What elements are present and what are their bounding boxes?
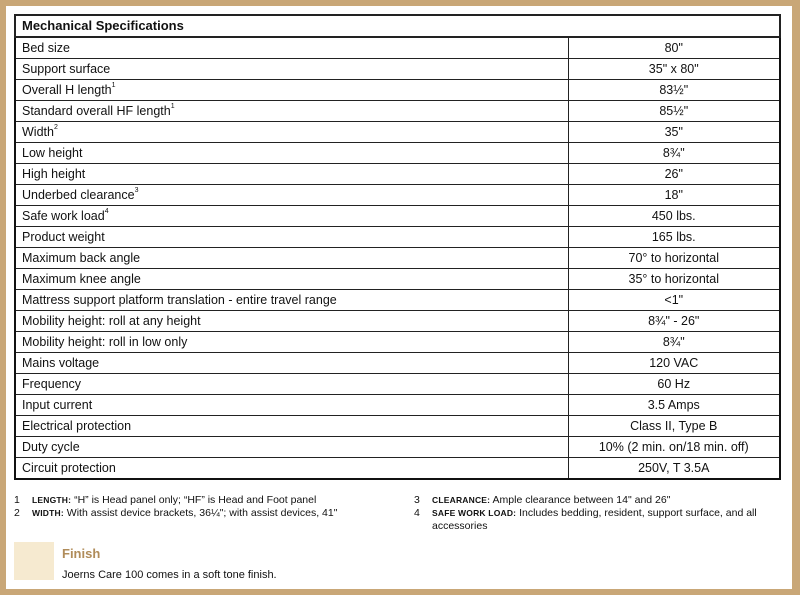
footnotes-right xyxy=(414,494,779,533)
spec-value: 450 lbs. xyxy=(568,206,780,227)
spec-label-text: Bed size xyxy=(22,41,70,55)
table-header-row xyxy=(15,15,780,37)
spec-label-text: High height xyxy=(22,167,86,181)
spec-label-text: Mattress support platform translation - entire travel range xyxy=(22,293,337,307)
footnote-number: 3 xyxy=(414,494,420,506)
table-row xyxy=(15,311,780,332)
footnote-number: 2 xyxy=(14,507,20,519)
table-row xyxy=(15,37,780,59)
spec-label xyxy=(15,416,568,437)
spec-value: 35" x 80" xyxy=(568,59,780,80)
spec-label xyxy=(15,269,568,290)
spec-value: 10% (2 min. on/18 min. off) xyxy=(568,437,780,458)
spec-label xyxy=(15,290,568,311)
spec-value: 8¾" - 26" xyxy=(568,311,780,332)
spec-label-text: Maximum knee angle xyxy=(22,272,141,286)
footnote-term: LENGTH: xyxy=(32,495,72,505)
spec-value: 3.5 Amps xyxy=(568,395,780,416)
spec-label xyxy=(15,206,568,227)
spec-value: 80" xyxy=(568,37,780,59)
table-row xyxy=(15,437,780,458)
table-row xyxy=(15,395,780,416)
footnote-text: Includes bedding, resident, support surface, and all accessories xyxy=(432,507,757,532)
footnote xyxy=(414,494,779,507)
table-row xyxy=(15,458,780,480)
spec-label xyxy=(15,101,568,122)
finish-text: Joerns Care 100 comes in a soft tone finish. xyxy=(62,569,277,581)
spec-label-text: Product weight xyxy=(22,230,105,244)
spec-value: 35" xyxy=(568,122,780,143)
spec-label-text: Duty cycle xyxy=(22,440,80,454)
footnote-term: CLEARANCE: xyxy=(432,495,491,505)
table-row xyxy=(15,374,780,395)
table-row xyxy=(15,416,780,437)
table-title: Mechanical Specifications xyxy=(15,15,780,37)
table-row xyxy=(15,206,780,227)
spec-label-text: Standard overall HF length xyxy=(22,104,171,118)
footnote-term: WIDTH: xyxy=(32,508,64,518)
footnote-text: With assist device brackets, 36¼"; with assist devices, 41" xyxy=(63,507,338,519)
spec-label xyxy=(15,185,568,206)
spec-label xyxy=(15,80,568,101)
footnote xyxy=(414,507,779,533)
table-row xyxy=(15,185,780,206)
footnote-ref: 1 xyxy=(170,103,175,110)
spec-value: 18" xyxy=(568,185,780,206)
spec-label xyxy=(15,458,568,480)
footnote-body xyxy=(432,507,779,533)
spec-label-text: Frequency xyxy=(22,377,82,391)
table-row xyxy=(15,332,780,353)
spec-value: <1" xyxy=(568,290,780,311)
footnote-ref: 3 xyxy=(134,187,139,194)
spec-label xyxy=(15,395,568,416)
spec-value: 35° to horizontal xyxy=(568,269,780,290)
table-row xyxy=(15,290,780,311)
spec-value: 70° to horizontal xyxy=(568,248,780,269)
footnote-body xyxy=(432,494,670,507)
footnote xyxy=(14,507,394,520)
table-row xyxy=(15,248,780,269)
spec-value: 165 lbs. xyxy=(568,227,780,248)
footnote xyxy=(14,494,394,507)
footnote-term: SAFE WORK LOAD: xyxy=(432,508,517,518)
footnotes-left xyxy=(14,494,394,520)
spec-label-text: Mobility height: roll in low only xyxy=(22,335,188,349)
spec-label-text: Mobility height: roll at any height xyxy=(22,314,201,328)
spec-label xyxy=(15,374,568,395)
spec-label-text: Circuit protection xyxy=(22,461,116,475)
table-row xyxy=(15,269,780,290)
table-row xyxy=(15,59,780,80)
table-body xyxy=(15,37,780,479)
spec-label xyxy=(15,59,568,80)
footnote-number: 4 xyxy=(414,507,420,519)
finish-title: Finish xyxy=(62,546,101,561)
spec-label xyxy=(15,164,568,185)
finish-swatch xyxy=(14,542,54,580)
spec-label xyxy=(15,122,568,143)
table-row xyxy=(15,227,780,248)
spec-label-text: Electrical protection xyxy=(22,419,132,433)
spec-value: 250V, T 3.5A xyxy=(568,458,780,480)
spec-label-text: Maximum back angle xyxy=(22,251,141,265)
footnote-ref: 1 xyxy=(111,82,116,89)
spec-table xyxy=(14,14,781,480)
table-row xyxy=(15,164,780,185)
spec-value: 8¾" xyxy=(568,143,780,164)
spec-value: 8¾" xyxy=(568,332,780,353)
spec-label-text: Support surface xyxy=(22,62,111,76)
spec-value: Class II, Type B xyxy=(568,416,780,437)
table-row xyxy=(15,353,780,374)
spec-label-text: Low height xyxy=(22,146,83,160)
spec-label xyxy=(15,353,568,374)
spec-label xyxy=(15,37,568,59)
spec-label-text: Safe work load xyxy=(22,209,105,223)
footnote-body xyxy=(32,494,316,507)
spec-label-text: Width xyxy=(22,125,54,139)
spec-value: 85½" xyxy=(568,101,780,122)
spec-label xyxy=(15,437,568,458)
table-row xyxy=(15,101,780,122)
footnote-text: “H” is Head panel only; “HF” is Head and Foot panel xyxy=(71,494,317,506)
spec-label xyxy=(15,248,568,269)
table-row xyxy=(15,143,780,164)
table-row xyxy=(15,122,780,143)
spec-label xyxy=(15,143,568,164)
footnote-text: Ample clearance between 14" and 26" xyxy=(490,494,671,506)
spec-label-text: Overall H length xyxy=(22,83,112,97)
spec-label xyxy=(15,332,568,353)
spec-value: 26" xyxy=(568,164,780,185)
footnote-ref: 4 xyxy=(104,208,109,215)
spec-label-text: Underbed clearance xyxy=(22,188,135,202)
spec-value: 120 VAC xyxy=(568,353,780,374)
table-row xyxy=(15,80,780,101)
footnote-ref: 2 xyxy=(53,124,58,131)
spec-label xyxy=(15,311,568,332)
spec-value: 60 Hz xyxy=(568,374,780,395)
spec-label-text: Input current xyxy=(22,398,93,412)
spec-value: 83½" xyxy=(568,80,780,101)
spec-label xyxy=(15,227,568,248)
footnote-body xyxy=(32,507,337,520)
footnote-number: 1 xyxy=(14,494,20,506)
spec-label-text: Mains voltage xyxy=(22,356,100,370)
